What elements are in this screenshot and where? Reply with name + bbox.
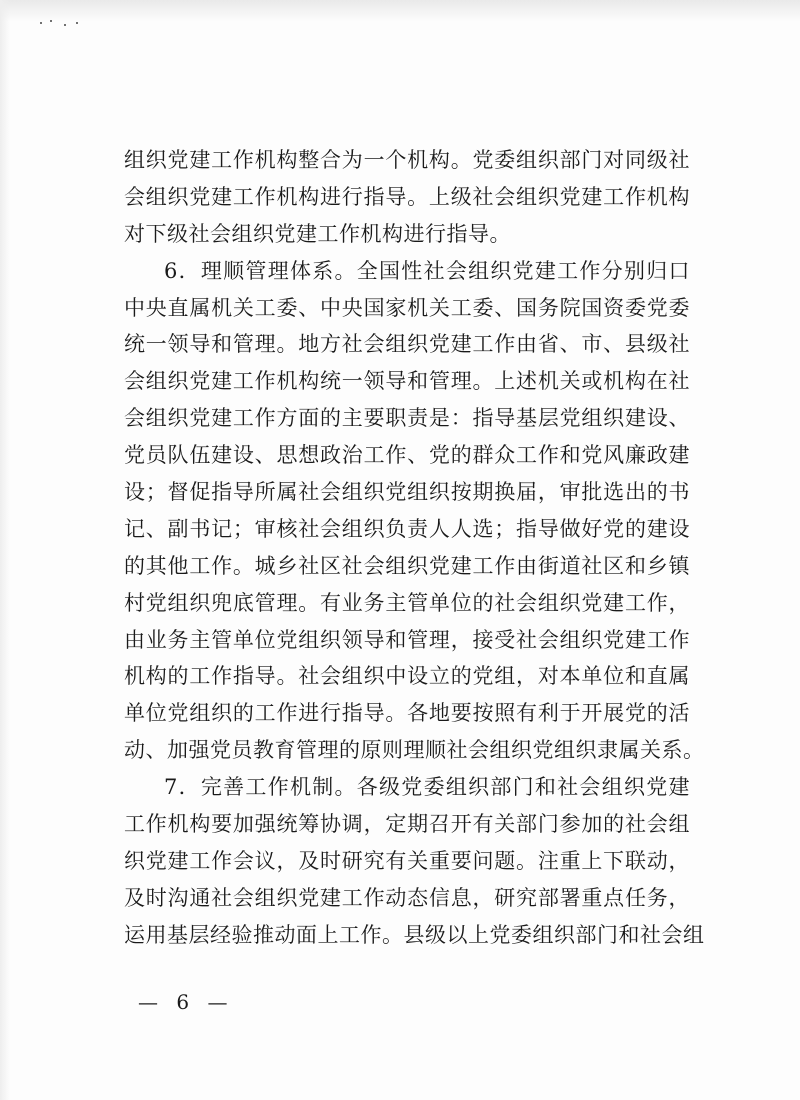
scan-shadow-left [0, 0, 10, 1100]
text-line: 设；督促指导所属社会组织党组织按期换届，审批选出的书 [124, 480, 690, 505]
text-line: 会组织党建工作机构统一领导和管理。上述机关或机构在社 [124, 369, 690, 394]
section-6-heading-line: 6．理顺管理体系。全国性社会组织党建工作分别归口 [164, 258, 690, 283]
text-line: 的其他工作。城乡社区社会组织党建工作由街道社区和乡镇 [124, 553, 690, 578]
text-line: 机构的工作指导。社会组织中设立的党组，对本单位和直属 [124, 664, 690, 689]
text-line: 会组织党建工作机构进行指导。上级社会组织党建工作机构 [124, 184, 690, 209]
text-line: 工作机构要加强统筹协调，定期召开有关部门参加的社会组 [124, 812, 690, 837]
page-number: — 6 — [138, 990, 234, 1014]
section-7-heading-line: 7．完善工作机制。各级党委组织部门和社会组织党建 [164, 775, 690, 800]
text-line: 村党组织兜底管理。有业务主管单位的社会组织党建工作， [124, 590, 690, 615]
text-line: 动、加强党员教育管理的原则理顺社会组织党组织隶属关系。 [124, 738, 705, 763]
text-line: 由业务主管单位党组织领导和管理，接受社会组织党建工作 [124, 627, 690, 652]
scan-shadow-top [0, 0, 800, 22]
text-line: 统一领导和管理。地方社会组织党建工作由省、市、县级社 [124, 332, 690, 357]
body-text [124, 142, 705, 954]
text-line: 运用基层经验推动面上工作。县级以上党委组织部门和社会组 [124, 922, 705, 947]
text-line: 会组织党建工作方面的主要职责是：指导基层党组织建设、 [124, 406, 690, 431]
text-line: 对下级社会组织党建工作机构进行指导。 [124, 221, 511, 246]
text-line: 及时沟通社会组织党建工作动态信息，研究部署重点任务， [124, 885, 690, 910]
scan-speck [40, 22, 42, 24]
scan-speck [50, 20, 52, 22]
scan-speck [76, 22, 78, 24]
text-line: 组织党建工作机构整合为一个机构。党委组织部门对同级社 [124, 148, 690, 172]
text-line: 党员队伍建设、思想政治工作、党的群众工作和党风廉政建 [124, 443, 690, 468]
text-line: 记、副书记；审核社会组织负责人人选；指导做好党的建设 [124, 516, 690, 541]
text-line: 中央直属机关工委、中央国家机关工委、国务院国资委党委 [124, 295, 690, 320]
text-line: 织党建工作会议，及时研究有关重要问题。注重上下联动， [124, 848, 690, 873]
scan-speck [64, 24, 66, 26]
text-line: 单位党组织的工作进行指导。各地要按照有利于开展党的活 [124, 701, 690, 726]
